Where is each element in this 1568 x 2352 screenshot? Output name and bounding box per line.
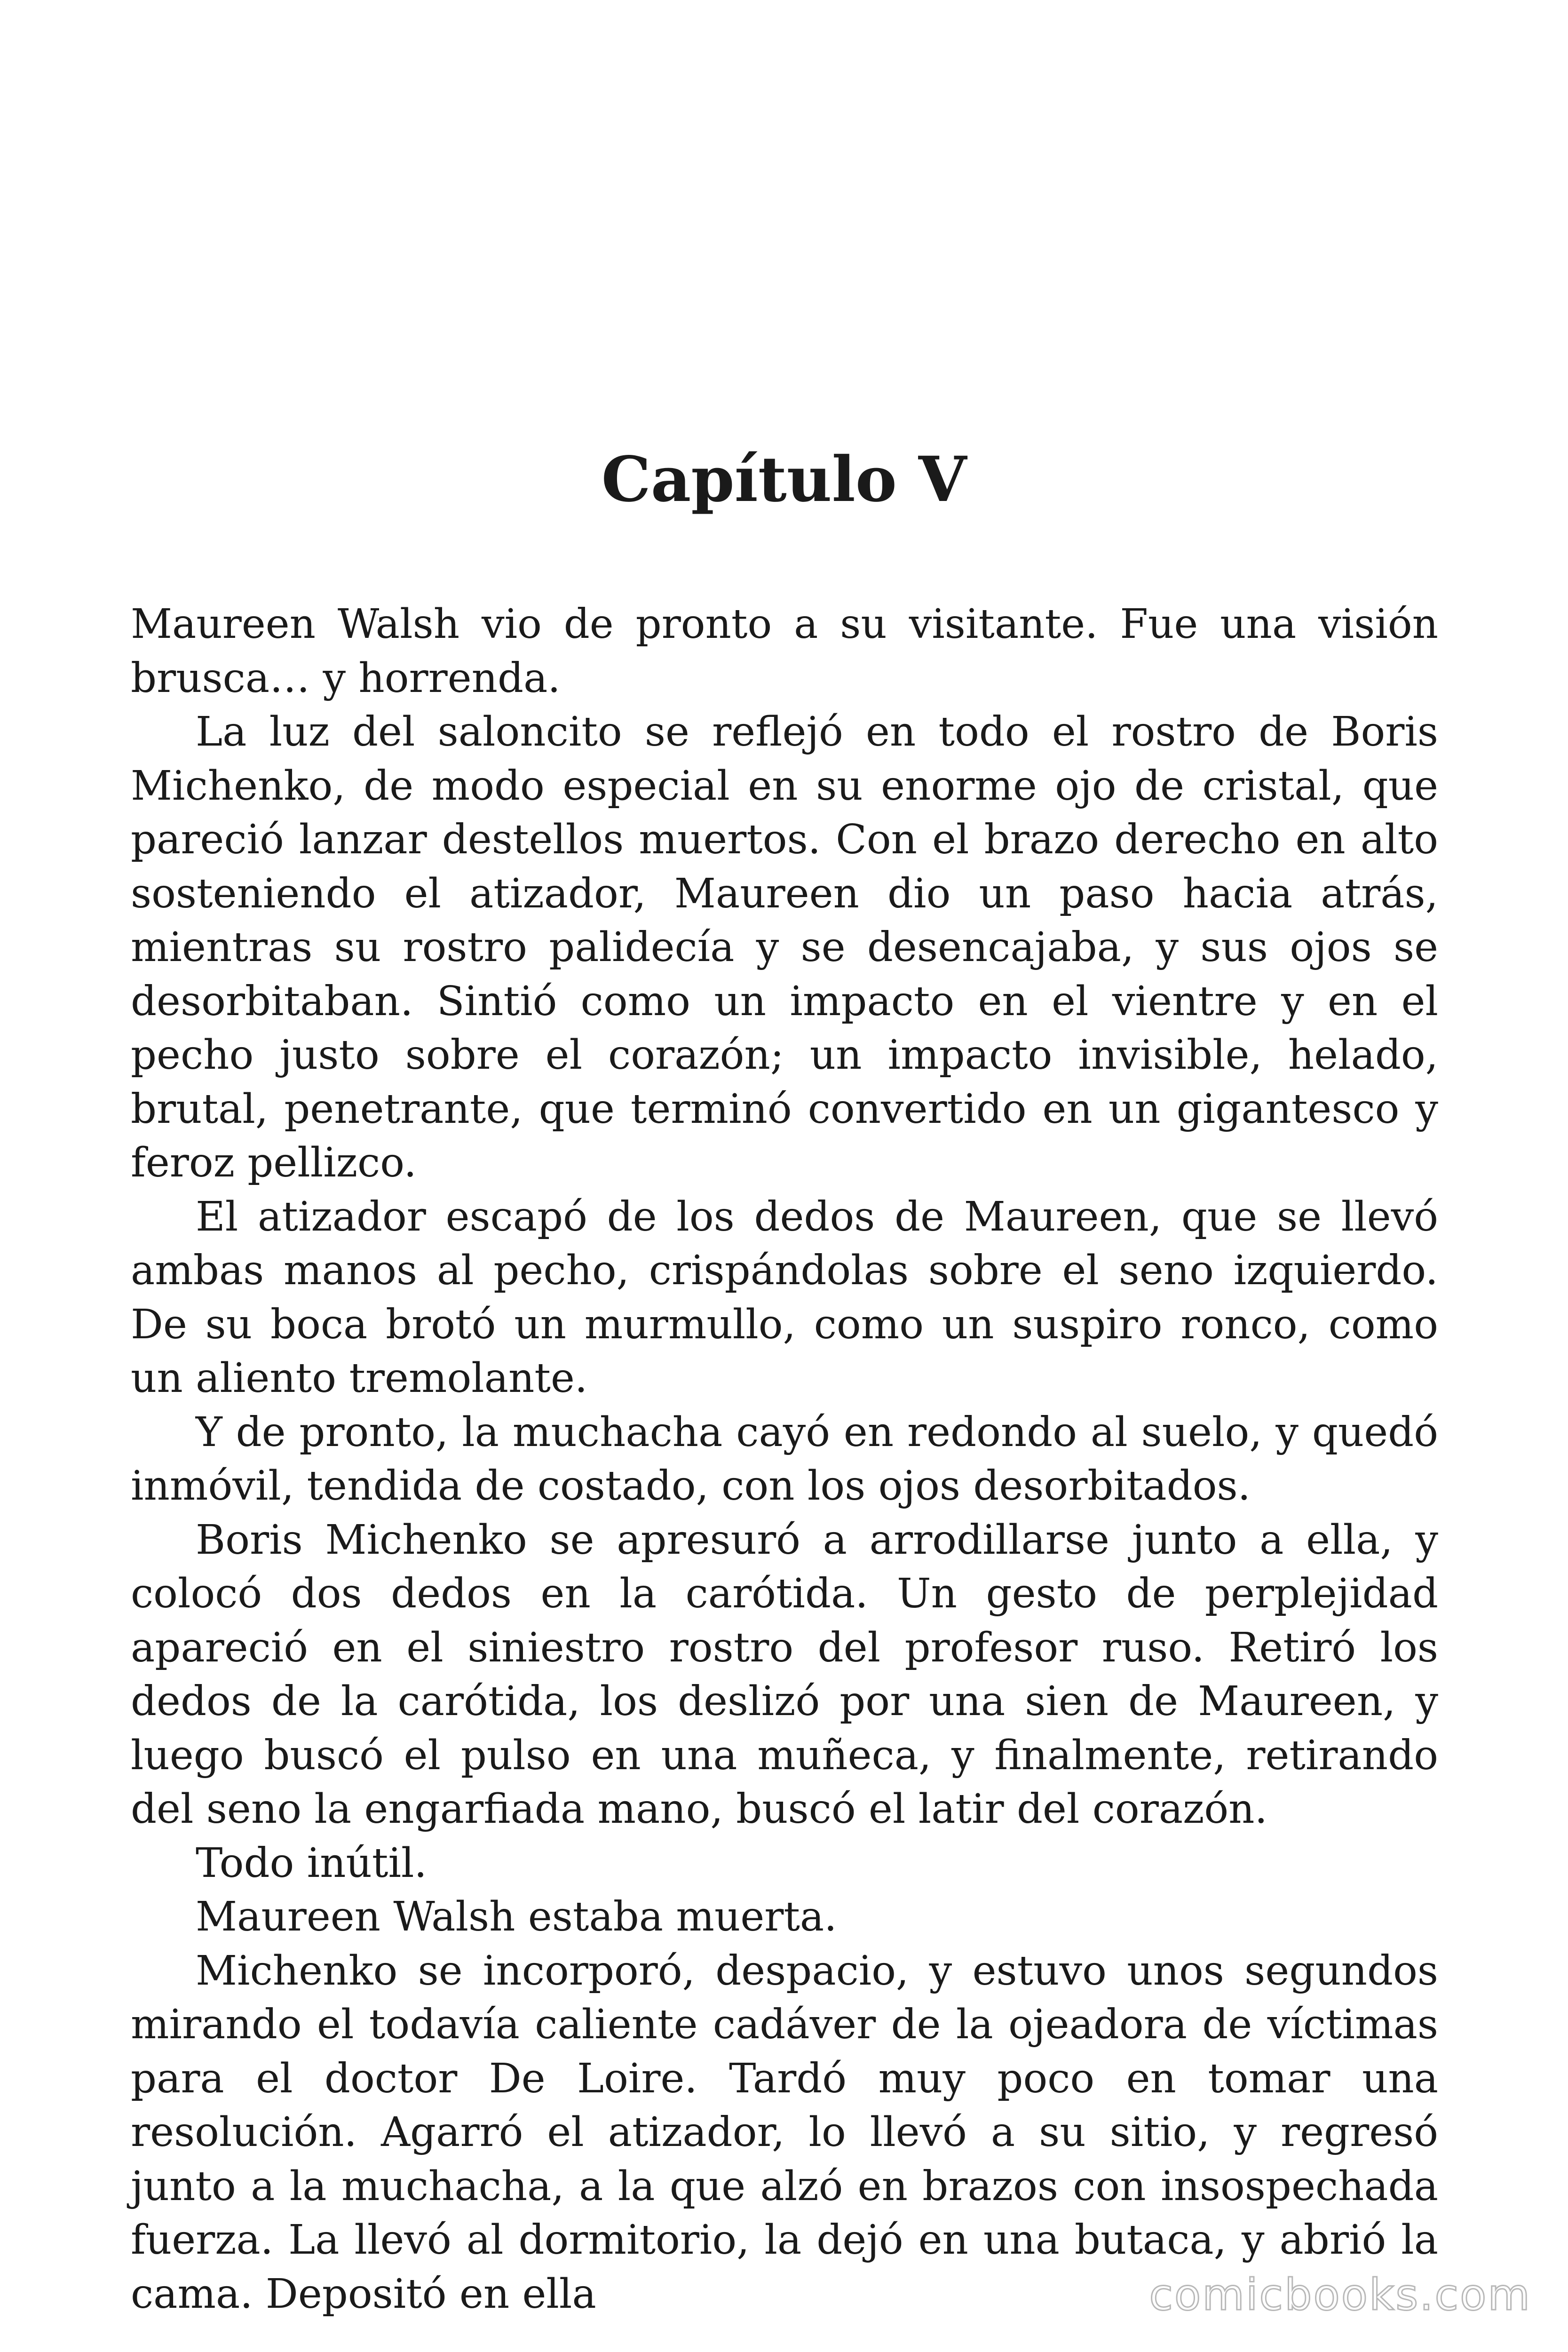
paragraph: La luz del saloncito se reflejó en todo el rostro de Boris Michenko, de modo especial en su enorme ojo de cristal, que pareció lanzar destellos muertos. Con el brazo derecho en alto sosteniendo el atizador, Maureen dio un paso hacia atrás, mientras su rostro palidecía y se desencajaba, y sus ojos se desorbitaban. Sintió como un impacto en el vientre y en el pecho justo sobre el corazón; un impacto invisible, helado, brutal, penetrante, que terminó convertido en un gigantesco y feroz pellizco.	[131, 708, 1438, 1186]
paragraph: Maureen Walsh vio de pronto a su visitante. Fue una visión brusca… y horrenda.	[131, 601, 1438, 702]
chapter-title: Capítulo V	[601, 443, 967, 516]
paragraph: Todo inútil.	[196, 1839, 427, 1887]
paragraph: Michenko se incorporó, despacio, y estuvo unos segundos mirando el todavía caliente cadáver de la ojeadora de víctimas para el doctor De Loire. Tardó muy poco en tomar una resolución. Agarró el atizador, lo llevó a su sitio, y regresó junto a la muchacha, a la que alzó en brazos con insospechada fuerza. La llevó al dormitorio, la dejó en una butaca, y abrió la cama. Depositó en ella	[131, 1947, 1438, 2318]
paragraph: Y de pronto, la muchacha cayó en redondo al suelo, y quedó inmóvil, tendida de costado, con los ojos desorbitados.	[131, 1408, 1438, 1510]
paragraph: Boris Michenko se apresuró a arrodillarse junto a ella, y colocó dos dedos en la carótida. Un gesto de perplejidad apareció en el siniestro rostro del profesor ruso. Retiró los dedos de la carótida, los deslizó por una sien de Maureen, y luego buscó el pulso en una muñeca, y finalmente, retirando del seno la engarfiada mano, buscó el latir del corazón.	[131, 1516, 1438, 1833]
chapter-body	[131, 597, 1438, 2321]
paragraph: El atizador escapó de los dedos de Maureen, que se llevó ambas manos al pecho, crispándolas sobre el seno izquierdo. De su boca brotó un murmullo, como un suspiro ronco, como un aliento tremolante.	[131, 1193, 1438, 1402]
paragraph: Maureen Walsh estaba muerta.	[196, 1893, 837, 1940]
watermark: comicbooks.com	[1149, 2270, 1531, 2320]
